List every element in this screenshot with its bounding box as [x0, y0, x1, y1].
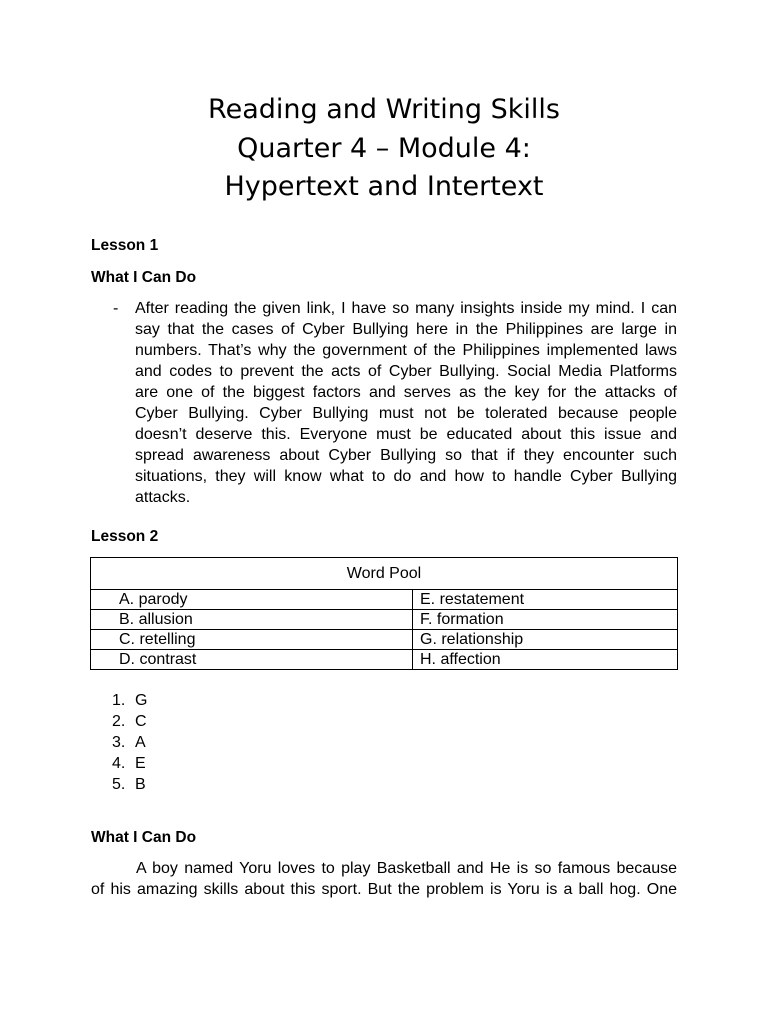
table-row [91, 610, 678, 630]
paragraph-line: say that the cases of Cyber Bullying here in the Philippines are large in [135, 321, 677, 338]
word-pool-header: Word Pool [91, 558, 678, 590]
paragraph-line: numbers. That’s why the government of the Philippines implemented laws [135, 342, 677, 359]
table-cell: G. relationship [413, 630, 678, 650]
story-paragraph [91, 858, 677, 900]
lesson-1-heading: Lesson 1 [91, 237, 159, 254]
table-cell: C. retelling [91, 630, 413, 650]
list-item [112, 690, 147, 711]
paragraph-line: spread awareness about Cyber Bullying so that if they encounter such [135, 447, 677, 464]
answer-value: E [135, 755, 146, 772]
table-cell: A. parody [91, 590, 413, 610]
lesson-1-what-i-can-do-heading: What I Can Do [91, 269, 197, 286]
answer-list [112, 690, 147, 795]
table-cell: B. allusion [91, 610, 413, 630]
paragraph-line: are one of the biggest factors and serves as the key for the attacks of [135, 384, 677, 401]
document-title [0, 91, 768, 207]
table-cell: H. affection [413, 650, 678, 670]
list-item [112, 774, 147, 795]
table-cell: E. restatement [413, 590, 678, 610]
table-cell: D. contrast [91, 650, 413, 670]
paragraph-line: of his amazing skills about this sport. But the problem is Yoru is a ball hog. One [91, 881, 677, 898]
paragraph-line: A boy named Yoru loves to play Basketball and He is so famous because [136, 860, 677, 877]
title-line-1: Reading and Writing Skills [208, 94, 560, 125]
title-line-3: Hypertext and Intertext [224, 171, 544, 202]
title-line-2: Quarter 4 – Module 4: [237, 132, 531, 164]
answer-number: 5. [112, 776, 126, 793]
paragraph-line: attacks. [135, 489, 191, 506]
table-row [91, 590, 678, 610]
bullet-dash: - [113, 300, 119, 317]
list-item [112, 732, 147, 753]
list-item [112, 753, 147, 774]
word-pool-table [90, 557, 678, 670]
answer-number: 3. [112, 734, 126, 751]
answer-number: 1. [112, 692, 126, 709]
table-row [91, 650, 678, 670]
answer-value: C [135, 713, 147, 730]
lesson-1-paragraph [135, 298, 677, 508]
table-cell: F. formation [413, 610, 678, 630]
answer-number: 4. [112, 755, 126, 772]
lesson-2-heading: Lesson 2 [91, 528, 159, 545]
answer-value: A [135, 734, 146, 751]
paragraph-line: Cyber Bullying. Cyber Bullying must not be tolerated because people [135, 405, 677, 422]
paragraph-line: situations, they will know what to do and how to handle Cyber Bullying [135, 468, 677, 485]
lesson-2-what-i-can-do-heading: What I Can Do [91, 829, 197, 846]
answer-number: 2. [112, 713, 126, 730]
paragraph-line: After reading the given link, I have so many insights inside my mind. I can [135, 300, 677, 317]
list-item [112, 711, 147, 732]
answer-value: G [135, 692, 148, 709]
paragraph-line: doesn’t deserve this. Everyone must be educated about this issue and [135, 426, 677, 443]
answer-value: B [135, 776, 146, 793]
table-row [91, 630, 678, 650]
paragraph-line: and codes to prevent the acts of Cyber Bullying. Social Media Platforms [135, 363, 677, 380]
